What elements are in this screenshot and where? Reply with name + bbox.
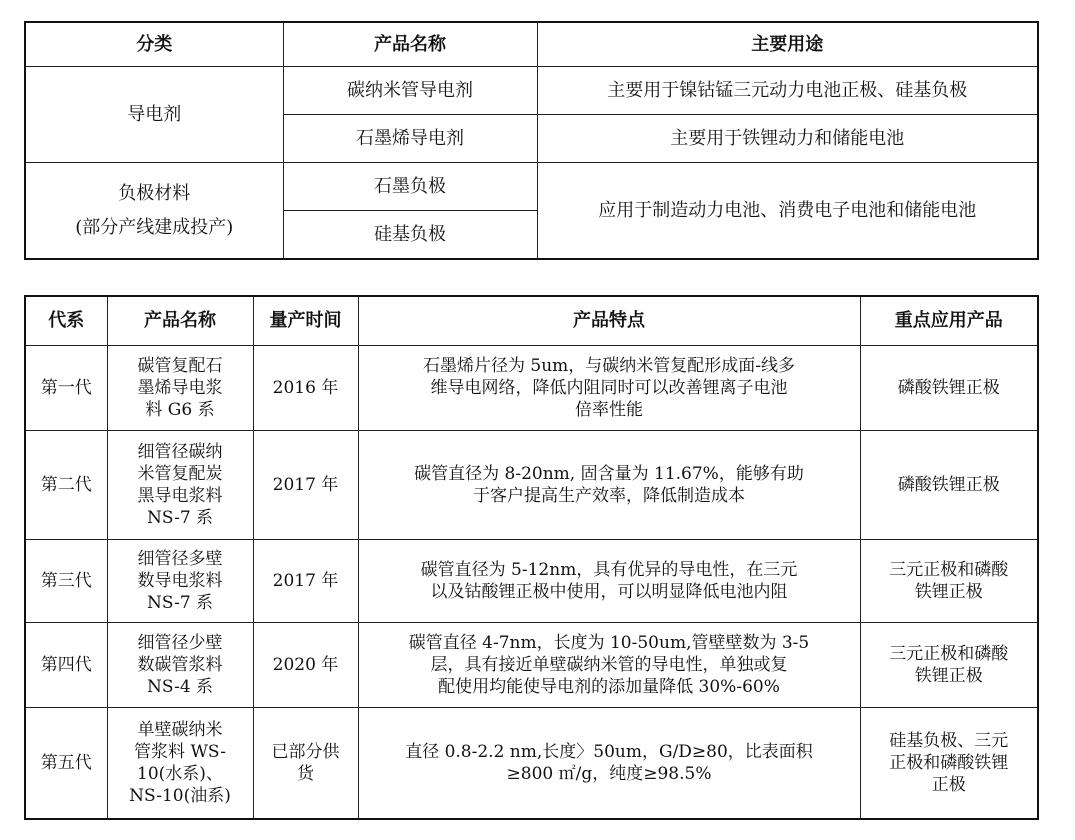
name-line: 10(水系)、 xyxy=(137,764,223,784)
year-cell: 2017 年 xyxy=(253,540,358,623)
category-anode-line1: 负极材料 xyxy=(118,183,191,205)
name-line: 数碳管浆料 xyxy=(137,654,223,675)
name-line: 单壁碳纳米 xyxy=(137,719,223,740)
name-line: 细管径碳纳 xyxy=(137,441,223,462)
header-product-name: 产品名称 xyxy=(283,22,537,67)
name-line: 细管径多壁 xyxy=(137,548,223,569)
year-line: 已部分供 xyxy=(271,741,340,762)
product-use: 应用于制造动力电池、消费电子电池和储能电池 xyxy=(537,163,1038,260)
table-row xyxy=(25,708,1038,820)
year-line: 货 xyxy=(297,764,314,784)
product-name-cell xyxy=(107,623,253,708)
product-use: 主要用于铁锂动力和储能电池 xyxy=(537,115,1038,163)
app-line: 磷酸铁锂正极 xyxy=(897,377,1000,398)
generation-cell: 第一代 xyxy=(25,346,107,431)
header-product-features: 产品特点 xyxy=(358,296,860,346)
app-line: 三元正极和磷酸 xyxy=(889,643,1009,664)
generation-cell: 第四代 xyxy=(25,623,107,708)
header-key-application: 重点应用产品 xyxy=(860,296,1038,346)
app-line: 硅基负极、三元 xyxy=(889,730,1009,751)
app-line: 正极和磷酸铁锂 xyxy=(889,752,1009,773)
feature-line: 直径 0.8-2.2 nm,长度〉50um，G/D≥80，比表面积 xyxy=(405,741,813,762)
feature-line: 碳管直径 4-7nm，长度为 10-50um,管壁壁数为 3-5 xyxy=(408,632,810,653)
year-cell: 2016 年 xyxy=(253,346,358,431)
feature-line: 配使用均能使导电剂的添加量降低 30%-60% xyxy=(438,677,780,698)
feature-cell xyxy=(358,540,860,623)
product-name-cell xyxy=(107,431,253,540)
header-generation: 代系 xyxy=(25,296,107,346)
table1-header-row xyxy=(25,22,1038,67)
category-anode-line2: (部分产线建成投产) xyxy=(75,216,234,238)
name-line: 碳管复配石 xyxy=(137,355,223,376)
year-cell: 2017 年 xyxy=(253,431,358,540)
feature-line: 维导电网络，降低内阻同时可以改善锂离子电池 xyxy=(430,377,788,398)
table2-header-row xyxy=(25,296,1038,346)
application-cell xyxy=(860,623,1038,708)
name-line: 管浆料 WS- xyxy=(134,741,226,762)
product-category-table xyxy=(24,21,1039,260)
app-line: 磷酸铁锂正极 xyxy=(897,474,1000,495)
generation-cell: 第三代 xyxy=(25,540,107,623)
product-generation-table xyxy=(24,295,1039,820)
feature-line: 以及钴酸锂正极中使用，可以明显降低电池内阻 xyxy=(430,582,788,602)
product-name-cell xyxy=(107,540,253,623)
header-mass-production-time: 量产时间 xyxy=(253,296,358,346)
product-name: 石墨烯导电剂 xyxy=(283,115,537,163)
table-row xyxy=(25,163,1038,211)
category-conductive: 导电剂 xyxy=(25,67,283,163)
app-line: 三元正极和磷酸 xyxy=(889,559,1009,580)
name-line: 墨烯导电浆 xyxy=(137,377,223,398)
feature-line: 碳管直径为 5-12nm，具有优异的导电性，在三元 xyxy=(420,559,798,580)
app-line: 正极 xyxy=(931,775,966,796)
header-category: 分类 xyxy=(25,22,283,67)
header-product-name: 产品名称 xyxy=(107,296,253,346)
product-name: 石墨负极 xyxy=(283,163,537,211)
app-line: 铁锂正极 xyxy=(914,582,983,602)
table-row xyxy=(25,540,1038,623)
generation-cell: 第二代 xyxy=(25,431,107,540)
name-line: NS-4 系 xyxy=(146,677,214,698)
name-line: 黑导电浆料 xyxy=(137,486,223,506)
header-main-use: 主要用途 xyxy=(537,22,1038,67)
year-cell: 2020 年 xyxy=(253,623,358,708)
product-name-cell xyxy=(107,708,253,820)
feature-line: 倍率性能 xyxy=(575,400,643,421)
feature-line: 碳管直径为 8-20nm, 固含量为 11.67%，能够有助 xyxy=(414,463,804,484)
table-row xyxy=(25,623,1038,708)
name-line: NS-7 系 xyxy=(146,593,214,614)
feature-line: 石墨烯片径为 5um，与碳纳米管复配形成面-线多 xyxy=(422,355,796,376)
table-row xyxy=(25,67,1038,115)
application-cell xyxy=(860,431,1038,540)
table-row xyxy=(25,431,1038,540)
application-cell xyxy=(860,708,1038,820)
feature-cell xyxy=(358,346,860,431)
application-cell xyxy=(860,540,1038,623)
name-line: NS-10(油系) xyxy=(129,786,231,807)
name-line: NS-7 系 xyxy=(146,508,214,529)
feature-line: ≥800 ㎡/g，纯度≥98.5% xyxy=(506,764,712,784)
feature-line: 层，具有接近单壁碳纳米管的导电性，单独或复 xyxy=(430,654,788,675)
product-name-cell xyxy=(107,346,253,431)
app-line: 铁锂正极 xyxy=(914,666,983,686)
feature-line: 于客户提高生产效率，降低制造成本 xyxy=(473,486,745,506)
name-line: 细管径少壁 xyxy=(137,632,223,653)
name-line: 数导电浆料 xyxy=(137,570,223,591)
year-cell xyxy=(253,708,358,820)
generation-cell: 第五代 xyxy=(25,708,107,820)
application-cell xyxy=(860,346,1038,431)
feature-cell xyxy=(358,623,860,708)
product-name: 硅基负极 xyxy=(283,211,537,260)
category-anode xyxy=(25,163,283,260)
name-line: 米管复配炭 xyxy=(137,463,223,484)
name-line: 料 G6 系 xyxy=(145,400,215,421)
product-use: 主要用于镍钴锰三元动力电池正极、硅基负极 xyxy=(537,67,1038,115)
product-name: 碳纳米管导电剂 xyxy=(283,67,537,115)
feature-cell xyxy=(358,431,860,540)
table-row xyxy=(25,346,1038,431)
feature-cell xyxy=(358,708,860,820)
